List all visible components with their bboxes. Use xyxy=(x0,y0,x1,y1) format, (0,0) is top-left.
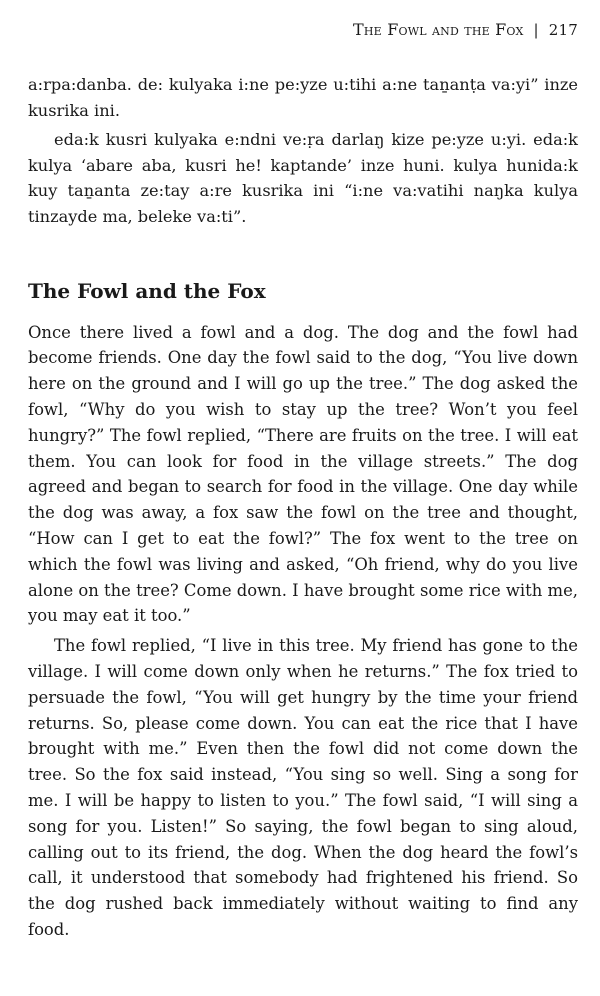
kui-text-block xyxy=(28,72,578,230)
kui-paragraph-2: eda:k kusri kulyaka e:ndni ve:ṛa darlaŋ kize pe:yze u:yi. eda:k kulya ‘abare aba, kusri he! kaptande’ inze huni. kulya hunida:k kuy taṉanta ze:tay a:re kusrika ini “i:ne va:vatihi naŋka kulya tinzayde ma, beleke va:ti”. xyxy=(28,130,578,226)
story-paragraph-2: The fowl replied, “I live in this tree. My friend has gone to the village. I will come down only when he returns.” The fox tried to persuade the fowl, “You will get hungry by the time your friend returns. So, please come down. You can eat the rice that I have brought with me.” Even then the fowl did not come down the tree. So the fox said instead, “You sing so well. Sing a song for me. I will be happy to listen to you.” The fowl said, “I will sing a song for you. Listen!” So saying, the fowl began to sing aloud, calling out to its friend, the dog. When the dog heard the fowl’s call, it understood that somebody had frightened his friend. So the dog rushed back immediately without waiting to find any food. xyxy=(28,636,578,939)
story-title: The Fowl and the Fox xyxy=(28,278,266,303)
running-header xyxy=(353,20,578,39)
page-number: 217 xyxy=(548,21,578,39)
page-content xyxy=(28,72,578,947)
running-header-title: The Fowl and the Fox xyxy=(353,20,524,39)
story-paragraph-1: Once there lived a fowl and a dog. The dog and the fowl had become friends. One day the fowl said to the dog, “You live down here on the ground and I will go up the tree.” The dog asked the fowl, “Why do you wish to stay up the tree? Won’t you feel hungry?” The fowl replied, “There are fruits on the tree. I will eat them. You can look for food in the village streets.” The dog agreed and began to search for food in the village. One day while the dog was away, a fox saw the fowl on the tree and thought, “How can I get to eat the fowl?” The fox went to the tree on which the fowl was living and asked, “Oh friend, why do you live alone on the tree? Come down. I have brought some rice with me, you may eat it too.” xyxy=(28,322,578,626)
story-body xyxy=(28,320,578,943)
kui-paragraph-1: a:rpa:danba. de: kulyaka i:ne pe:yze u:tihi a:ne taṉanṭa va:yi” inze kusrika ini. xyxy=(28,75,578,120)
running-header-separator: | xyxy=(533,21,539,39)
